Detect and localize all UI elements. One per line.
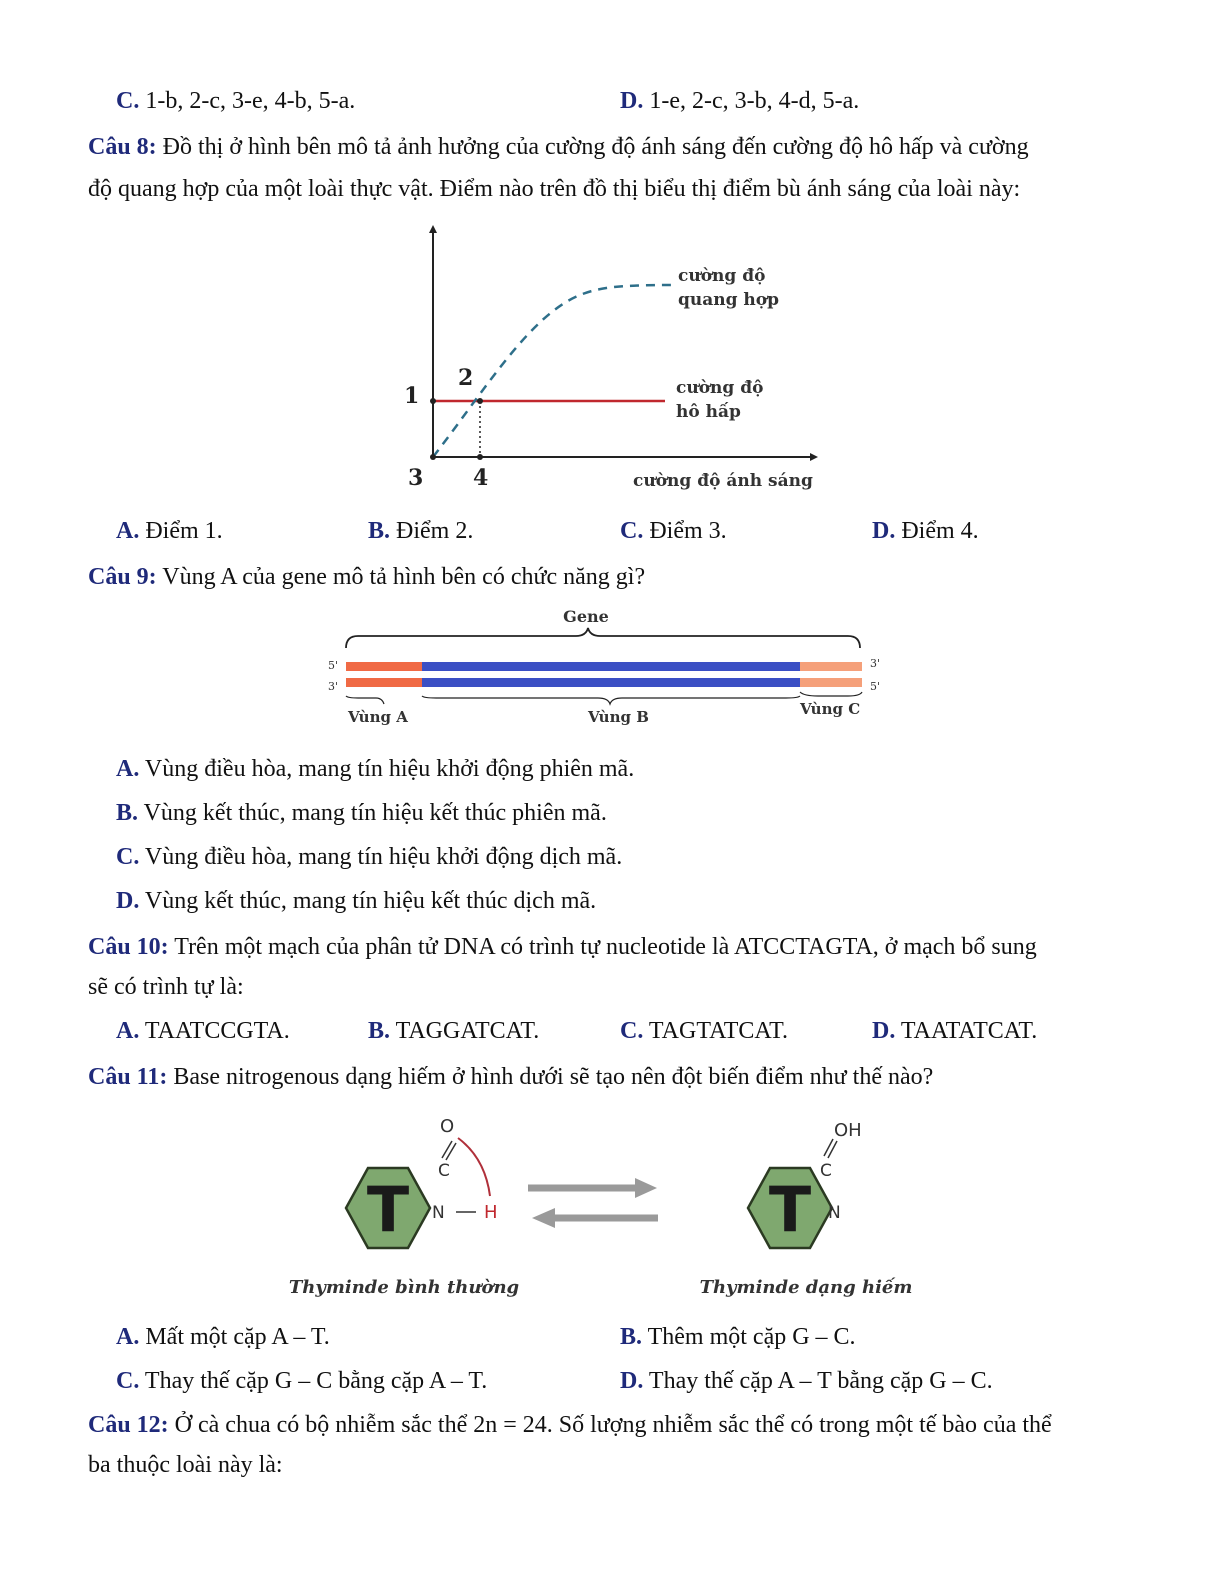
thymine-rare-symbol: T [768,1173,812,1246]
question-11 [88,1062,933,1092]
region-b-label: Vùng B [588,708,649,726]
strand2-region-b [422,678,800,687]
double-bond-right-1 [824,1139,833,1156]
q11-option-c[interactable] [116,1366,487,1396]
strand2-region-a [346,678,422,687]
region-a-brace [346,696,384,704]
strand1-region-a [346,662,422,671]
q9-option-b[interactable] [116,798,607,828]
region-c-brace [800,692,862,696]
option-text: 1-e, 2-c, 3-b, 4-d, 5-a. [649,88,860,114]
option-label: C. [116,1368,140,1394]
option-text: Vùng điều hòa, mang tín hiệu khởi động dịch mã. [144,844,623,870]
point-4-label: 4 [473,465,489,491]
point-1-label: 1 [404,383,420,409]
gene-structure-diagram [318,600,886,735]
q11-option-d[interactable] [620,1366,993,1396]
question-10 [88,932,1037,962]
option-label: D. [116,888,140,914]
respiration-label-1: cường độ [676,378,764,398]
question-text: Trên một mạch của phân tử DNA có trình tự nucleotide là ATCCTAGTA, ở mạch bổ sung [174,934,1037,960]
prev-option-c [116,86,355,116]
double-bond-right-2 [828,1141,837,1158]
three-prime-right: 3' [870,657,881,670]
point-2-marker [477,398,483,404]
option-label: C. [116,844,140,870]
normal-thymine-caption: Thyminde bình thường [288,1277,520,1298]
photosynthesis-label-1: cường độ [678,266,766,286]
respiration-label-2: hô hấp [676,402,741,422]
question-12-line2 [88,1450,283,1480]
prev-option-d [620,86,859,116]
q9-option-a[interactable] [116,754,634,784]
double-bond-left-2 [446,1143,456,1160]
q10-option-b[interactable] [368,1016,539,1046]
option-label: A. [116,1018,140,1044]
region-c-label: Vùng C [800,700,861,718]
hydroxyl-label: OH [834,1120,862,1141]
light-compensation-graph [390,225,830,500]
q11-option-a[interactable] [116,1322,330,1352]
question-text: Đồ thị ở hình bên mô tả ảnh hưởng của cường độ ánh sáng đến cường độ hô hấp và cường [162,134,1029,160]
option-text: TAATATCAT. [900,1018,1038,1044]
question-text: Ở cà chua có bộ nhiễm sắc thể 2n = 24. Số lượng nhiễm sắc thể có trong một tế bào của thể [174,1412,1052,1438]
option-label: B. [368,518,391,544]
proton-shift-arrow [458,1138,490,1196]
nitrogen-label-right: N [828,1203,841,1223]
question-text: độ quang hợp của một loài thực vật. Điểm nào trên đồ thị biểu thị điểm bù ánh sáng của loài này: [88,176,1021,202]
question-label: Câu 9: [88,564,157,590]
question-text: Vùng A của gene mô tả hình bên có chức năng gì? [162,564,646,590]
carbon-label-right: C [820,1161,832,1181]
option-text: Thay thế cặp G – C bằng cặp A – T. [144,1368,488,1394]
strand1-region-c [800,662,862,671]
option-text: Điểm 2. [396,518,474,544]
option-text: Mất một cặp A – T. [145,1324,330,1350]
nitrogen-label-left: N [432,1203,445,1223]
photosynthesis-label-2: quang hợp [678,290,780,310]
q9-option-d[interactable] [116,886,596,916]
hydrogen-label: H [484,1202,498,1223]
option-label: D. [620,1368,644,1394]
option-label: A. [116,518,140,544]
x-axis-arrow-icon [810,453,818,461]
option-label: A. [116,756,140,782]
option-label: D. [620,88,644,114]
option-label: B. [620,1324,643,1350]
option-text: TAATCCGTA. [144,1018,290,1044]
option-label: D. [872,518,896,544]
forward-arrow-head-icon [635,1178,657,1198]
strand1-region-b [422,662,800,671]
q8-option-a[interactable] [116,516,223,546]
question-text: Base nitrogenous dạng hiếm ở hình dưới sẽ tạo nên đột biến điểm như thế nào? [173,1064,934,1090]
q8-option-b[interactable] [368,516,473,546]
point-1-marker [430,398,436,404]
option-text: Điểm 3. [649,518,727,544]
thymine-normal-symbol: T [366,1173,410,1246]
question-8 [88,132,1029,162]
oxygen-label: O [440,1116,455,1137]
gene-label: Gene [563,607,609,626]
option-text: Thay thế cặp A – T bằng cặp G – C. [648,1368,993,1394]
option-text: TAGTATCAT. [648,1018,788,1044]
carbon-label-left: C [438,1161,450,1181]
q10-option-d[interactable] [872,1016,1037,1046]
option-text: TAGGATCAT. [395,1018,540,1044]
rare-thymine-caption: Thyminde dạng hiếm [699,1277,913,1298]
option-text: Điểm 1. [145,518,223,544]
double-bond-left-1 [442,1141,452,1158]
gene-brace [346,628,860,648]
point-3-label: 3 [408,465,424,491]
point-4-marker [477,454,483,460]
option-text: Điểm 4. [901,518,979,544]
point-3-marker [430,454,436,460]
thymine-tautomer-diagram [280,1108,940,1308]
q10-option-c[interactable] [620,1016,788,1046]
q11-option-b[interactable] [620,1322,856,1352]
strand2-region-c [800,678,862,687]
q8-option-c[interactable] [620,516,727,546]
five-prime-right: 5' [870,680,881,693]
option-label: C. [620,518,644,544]
option-text: Vùng điều hòa, mang tín hiệu khởi động phiên mã. [144,756,635,782]
question-text: ba thuộc loài này là: [88,1452,283,1478]
option-label: B. [116,800,139,826]
region-b-brace [422,696,800,704]
question-label: Câu 8: [88,134,157,160]
option-label: D. [872,1018,896,1044]
option-label: B. [368,1018,391,1044]
question-9 [88,562,645,592]
five-prime-left: 5' [328,659,339,672]
x-axis-label: cường độ ánh sáng [633,471,813,491]
question-text: sẽ có trình tự là: [88,974,244,1000]
option-label: A. [116,1324,140,1350]
option-text: 1-b, 2-c, 3-e, 4-b, 5-a. [145,88,356,114]
q8-option-d[interactable] [872,516,979,546]
question-label: Câu 11: [88,1064,168,1090]
q9-option-c[interactable] [116,842,622,872]
point-2-label: 2 [458,365,474,391]
three-prime-left: 3' [328,680,339,693]
reverse-arrow-head-icon [532,1208,555,1228]
y-axis-arrow-icon [429,225,437,233]
question-8-line2 [88,174,1020,204]
question-label: Câu 10: [88,934,169,960]
question-label: Câu 12: [88,1412,169,1438]
option-label: C. [620,1018,644,1044]
q10-option-a[interactable] [116,1016,290,1046]
question-10-line2 [88,972,244,1002]
option-text: Vùng kết thúc, mang tín hiệu kết thúc dịch mã. [144,888,597,914]
option-label: C. [116,88,140,114]
option-text: Thêm một cặp G – C. [647,1324,856,1350]
option-text: Vùng kết thúc, mang tín hiệu kết thúc phiên mã. [143,800,607,826]
question-12 [88,1410,1052,1440]
region-a-label: Vùng A [348,708,408,726]
